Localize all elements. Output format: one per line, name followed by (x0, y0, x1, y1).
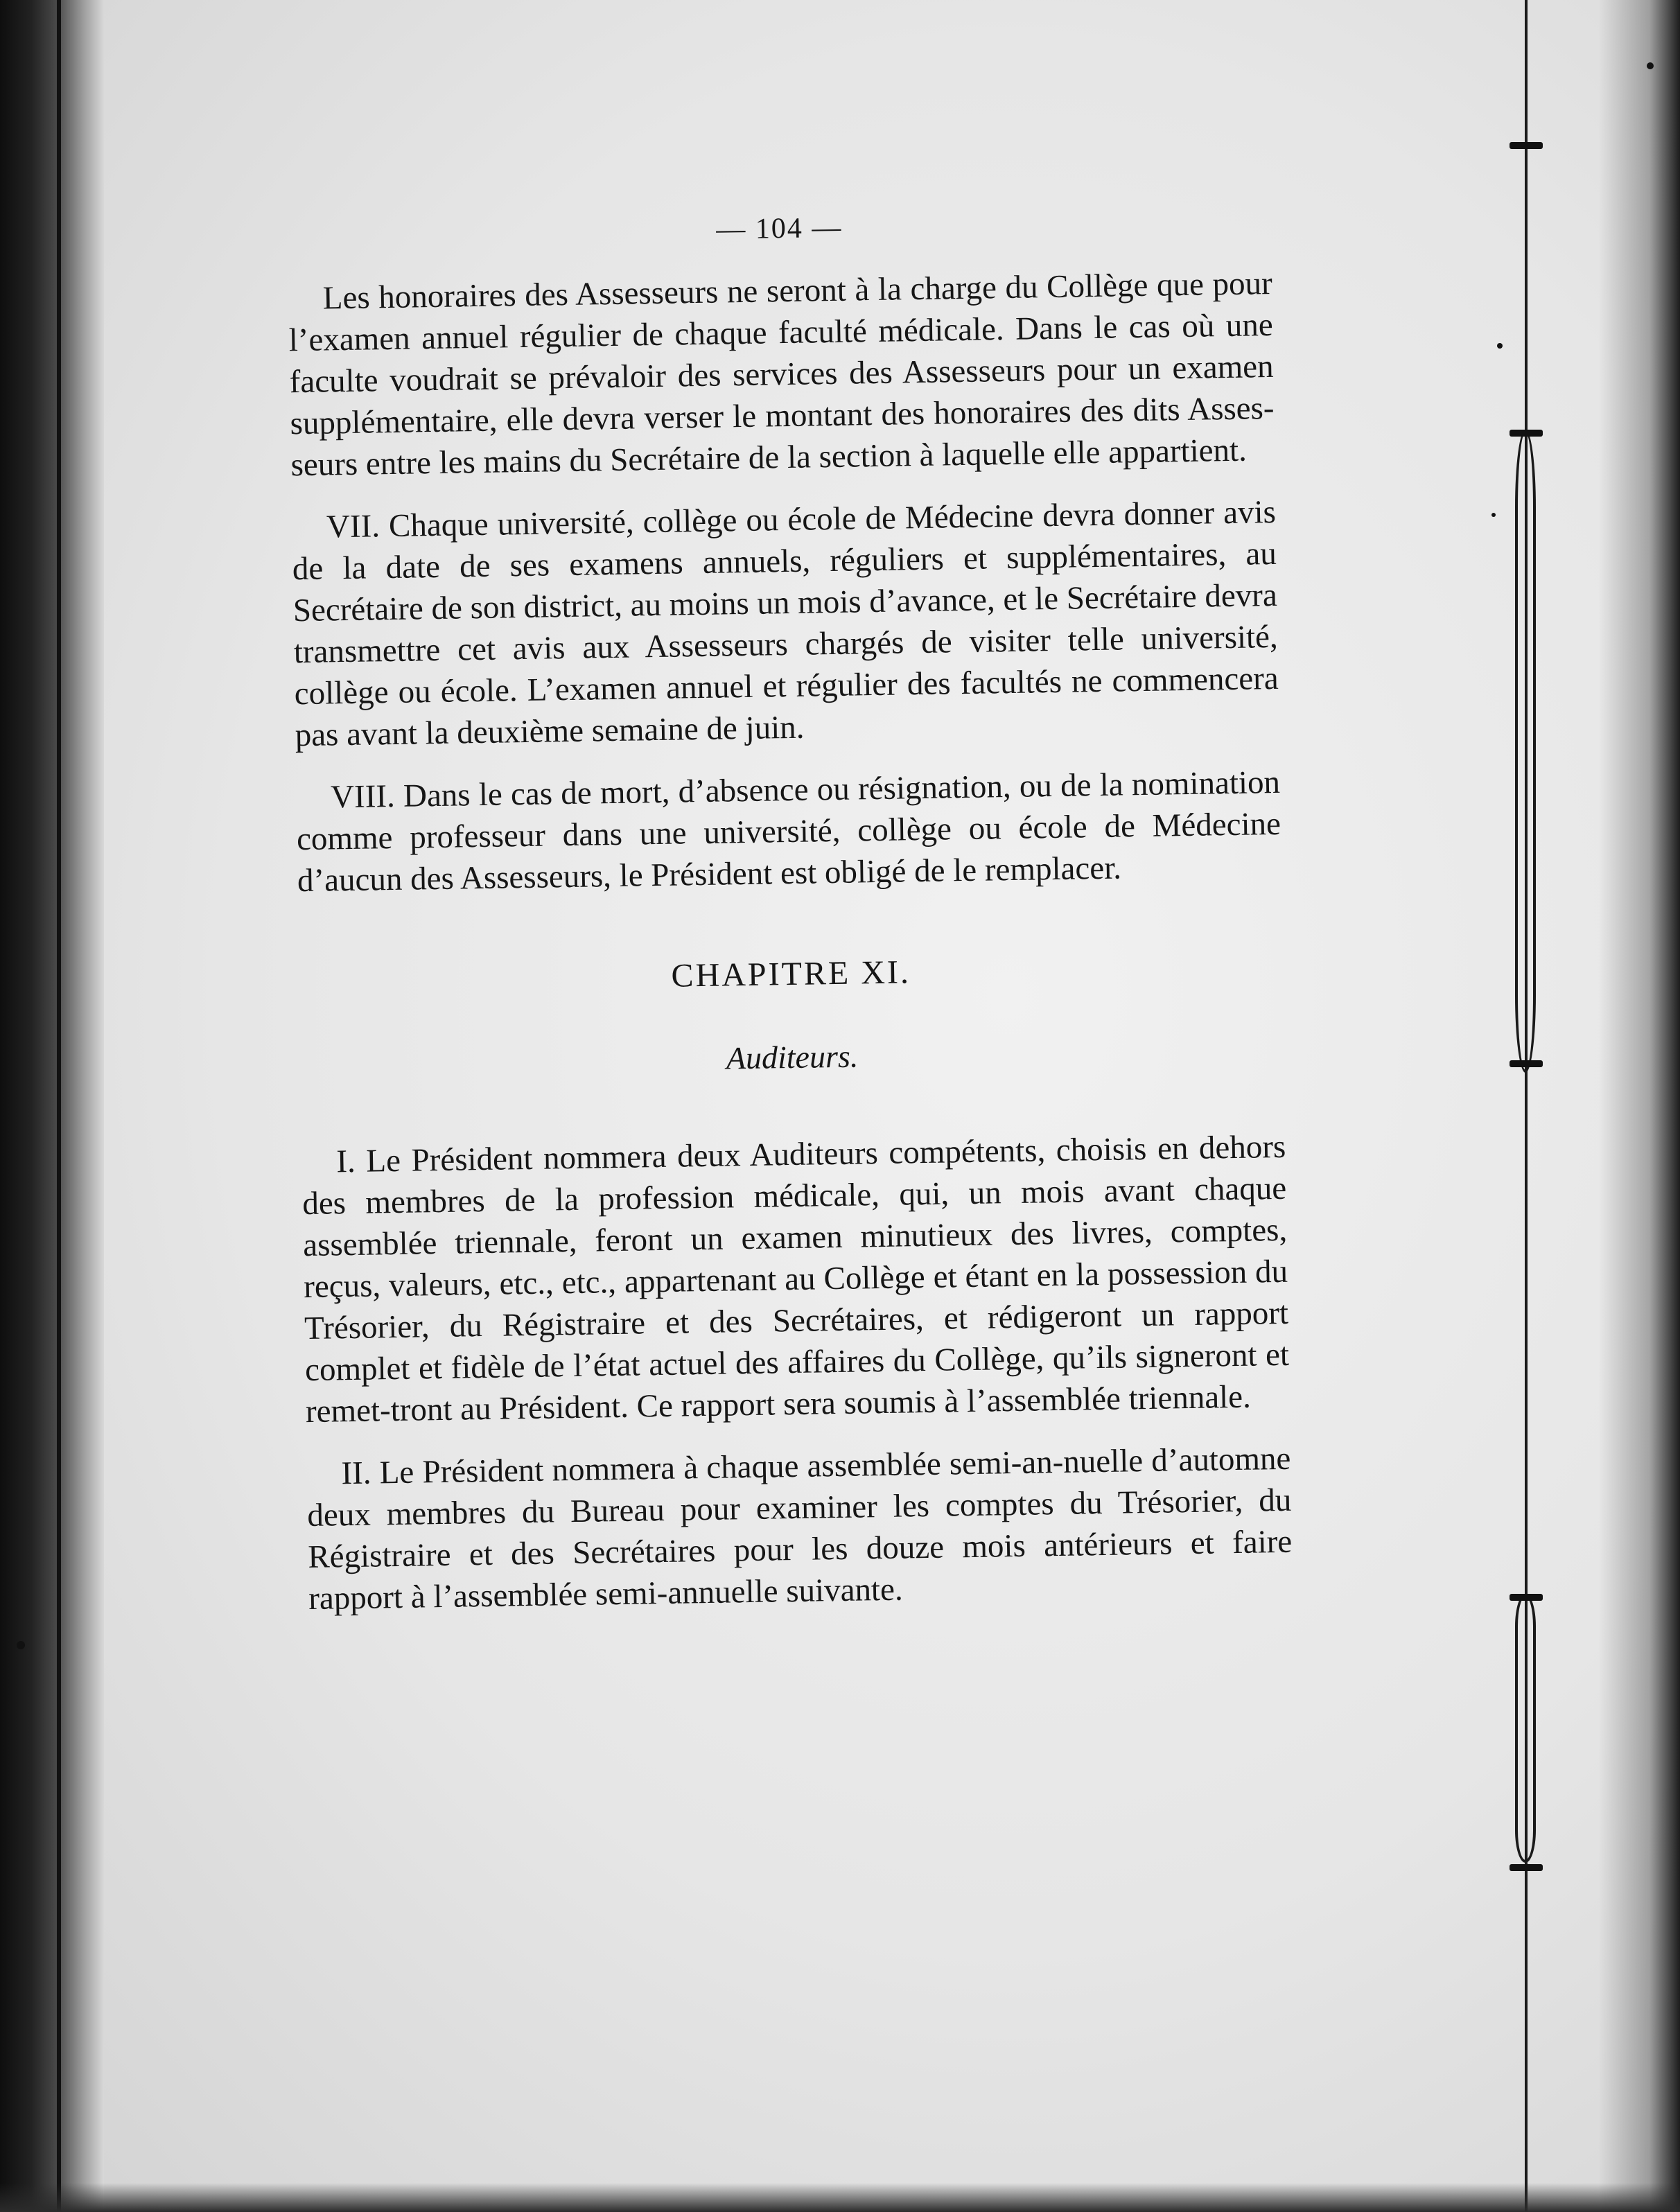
page-number: — 104 — (715, 211, 843, 246)
right-page-edge (1476, 0, 1680, 2212)
bottom-page-edge (0, 2183, 1680, 2212)
scan-speck (1491, 513, 1496, 517)
stitch-mark (1510, 430, 1543, 437)
scan-speck (17, 1641, 25, 1649)
thread-loop (1515, 430, 1536, 1073)
paragraph-vii: VII. Chaque université, collège ou école de Médecine devra donner avis de la date de ses examens annuels, réguliers et supplémentaires, au Secrétaire de son district, au moins un mois d’avance, et le Secrétaire devra transmettre cet avis aux Assesseurs chargés de visiter telle université, collège ou école. L’examen annuel et régulier des facultés ne commencera pas avant la deuxième semaine de juin. (292, 493, 1279, 754)
scan-speck (1497, 343, 1503, 349)
stitch-mark (1510, 142, 1543, 149)
scan-speck (1647, 62, 1654, 69)
stitch-mark (1510, 1864, 1543, 1871)
binding-thread (1525, 0, 1528, 2212)
paragraph-ii: II. Le Président nommera à chaque assemblée semi-an-nuelle d’automne deux membres du Bureau pour examiner les comptes du Trésorier, du Régistraire et des Secrétaires pour les douze mois antérieurs et faire rapport à l’assemblée semi-annuelle suivante. (306, 1440, 1293, 1617)
paragraph-assessor-fees: Les honoraires des Assesseurs ne seront à la charge du Collège que pour l’examen annuel régulier de chaque faculté médicale. Dans le cas où une faculte voudrait se prévaloir des services des Assesseurs pour un examen supplémentaire, elle devra verser le montant des honoraires des dits Asses-seurs entre les mains du Secrétaire de la section à laquelle elle appartient. (288, 265, 1275, 484)
paragraph-i: I. Le Président nommera deux Auditeurs compétents, choisis en dehors des membres de la profession médicale, qui, un mois avant chaque assemblée triennale, feront un examen minutieux des livres, comptes, reçus, valeurs, etc., etc., appartenant au Collège et étant en la possession du Trésorier, du Régistraire et des Secrétaires, et rédigeront un rapport complet et fidèle de l’état actuel des affaires du Collège, qu’ils signeront et remet-tront au Président. Ce rapport sera soumis à l’assemblée triennale. (301, 1128, 1290, 1430)
stitch-mark (1510, 1060, 1543, 1067)
chapter-title: CHAPITRE XI. (671, 954, 911, 994)
paragraph-viii: VIII. Dans le cas de mort, d’absence ou résignation, ou de la nomination comme professeur dans une université, collège ou école de Médecine d’aucun des Assesseurs, le Président est obligé de le remplacer. (296, 764, 1281, 899)
stitch-mark (1510, 1594, 1543, 1601)
document-page (287, 200, 1293, 1640)
chapter-subtitle: Auditeurs. (726, 1038, 859, 1076)
thread-loop (1515, 1594, 1536, 1863)
binding-edge (0, 0, 104, 2212)
